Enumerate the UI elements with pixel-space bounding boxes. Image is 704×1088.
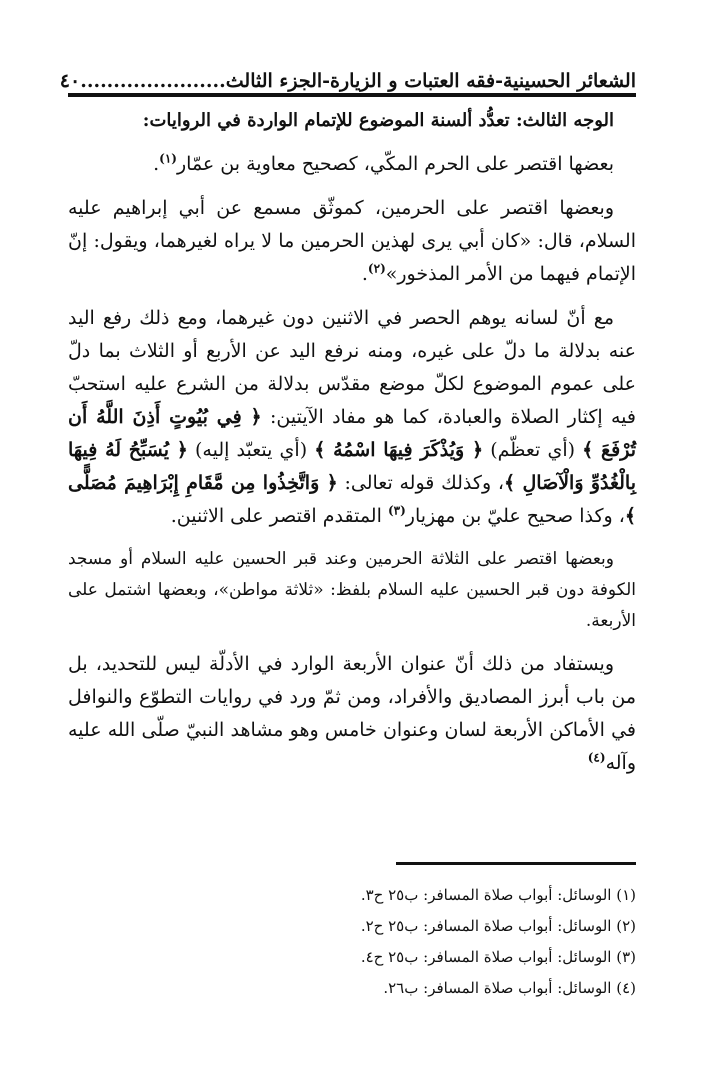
paragraph-1 bbox=[68, 148, 636, 181]
footnote-ref-3: (٣) bbox=[387, 503, 406, 518]
footnote-2: (٢) الوسائل: أبواب صلاة المسافر: ب٢٥ ح٢. bbox=[360, 917, 636, 935]
footnote-4: (٤) الوسائل: أبواب صلاة المسافر: ب٢٦. bbox=[383, 979, 636, 997]
paragraph-3-a: مع أنّ لسانه يوهم الحصر في الاثنين دون غيرهما، ومع ذلك رفع اليد عنه بدلالة ما دلّ على غيره، ومنه نرفع اليد عن الأربع أو الثلاث بما دلّ على عموم الموضوع لكلّ موضع مقدّس بدلالة من الشرع عليه استحبّ فيه إكثار الصلاة والعبادة، كما هو مفاد الآيتين: bbox=[68, 307, 637, 428]
section-heading: الوجه الثالث: تعدُّد ألسنة الموضوع للإتمام الواردة في الروايات: bbox=[142, 110, 614, 131]
footnote-1: (١) الوسائل: أبواب صلاة المسافر: ب٢٥ ح٣. bbox=[360, 886, 636, 904]
footnote-ref-2: (٢) bbox=[367, 261, 386, 276]
header-dots: ...................... bbox=[80, 70, 226, 92]
header-rule bbox=[68, 93, 636, 97]
footnote-ref-4: (٤) bbox=[587, 750, 606, 765]
paragraph-5 bbox=[68, 648, 636, 780]
quran-verse-2: ﴿ وَيُذْكَرَ فِيهَا اسْمُهُ ﴾ bbox=[314, 439, 484, 461]
paragraph-3-d: ، وكذلك قوله تعالى: bbox=[344, 472, 505, 494]
paragraph-3-f: المتقدم اقتصر على الاثنين. bbox=[170, 505, 382, 527]
paragraph-3-e: ، وكذا صحيح عليّ بن مهزيار bbox=[405, 505, 625, 527]
paragraph-2-end: . bbox=[361, 263, 368, 285]
main-text bbox=[68, 104, 636, 780]
paragraph-4: وبعضها اقتصر على الثلاثة الحرمين وعند قبر الحسين عليه السلام أو مسجد الكوفة دون قبر الحسين عليه السلام بلفظ: «ثلاثة مواطن»، وبعضها اشتمل على الأربعة. bbox=[68, 549, 636, 631]
paragraph-2-text: وبعضها اقتصر على الحرمين، كموثّق مسمع عن أبي إبراهيم عليه السلام، قال: «كان أبي يرى لهذين الحرمين ما لا يراه لغيرهما، ويقول: إنّ الإتمام فيهما من الأمر المذخور» bbox=[68, 197, 636, 285]
footnote-3: (٣) الوسائل: أبواب صلاة المسافر: ب٢٥ ح٤. bbox=[360, 948, 636, 966]
paragraph-3-b: (أي تعظّم) bbox=[490, 439, 576, 461]
footnotes bbox=[68, 880, 636, 1004]
footnote-rule bbox=[396, 862, 636, 865]
paragraph-3-c: (أي يتعبّد إليه) bbox=[194, 439, 308, 461]
running-header bbox=[59, 62, 636, 92]
paragraph-5-text: ويستفاد من ذلك أنّ عنوان الأربعة الوارد في الأدلّة ليس للتحديد، بل من باب أبرز المصاديق والأفراد، ومن ثمّ ورد في روايات التطوّع والنوافل في الأماكن الأربعة لسان وعنوان خامس وهو مشاهد النبيّ صلّى الله عليه وآله bbox=[68, 653, 636, 774]
paragraph-3 bbox=[68, 302, 636, 533]
quran-verse-3: ﴿ يُسَبِّحُ لَهُ فِيهَا بِالْغُدُوِّ وَالْآصَالِ ﴾ bbox=[68, 439, 637, 494]
page-number: ٤٠ bbox=[59, 70, 81, 92]
paragraph-2 bbox=[68, 192, 636, 291]
quran-verse-4: ﴿ وَاتَّخِذُوا مِن مَّقَامِ إِبْرَاهِيمَ مُصَلًّى ﴾ bbox=[68, 472, 636, 527]
paragraph-1-text: بعضها اقتصر على الحرم المكّي، كصحيح معاوية بن عمّار bbox=[176, 153, 614, 175]
quran-verse-1: ﴿ فِي بُيُوتٍ أَذِنَ اللَّهُ أَن تُرْفَعَ ﴾ bbox=[68, 406, 636, 461]
paragraph-1-end: . bbox=[153, 153, 160, 175]
footnote-ref-1: (١) bbox=[159, 151, 177, 166]
header-title: الشعائر الحسينية-فقه العتبات و الزيارة-الجزء الثالث bbox=[225, 70, 636, 92]
